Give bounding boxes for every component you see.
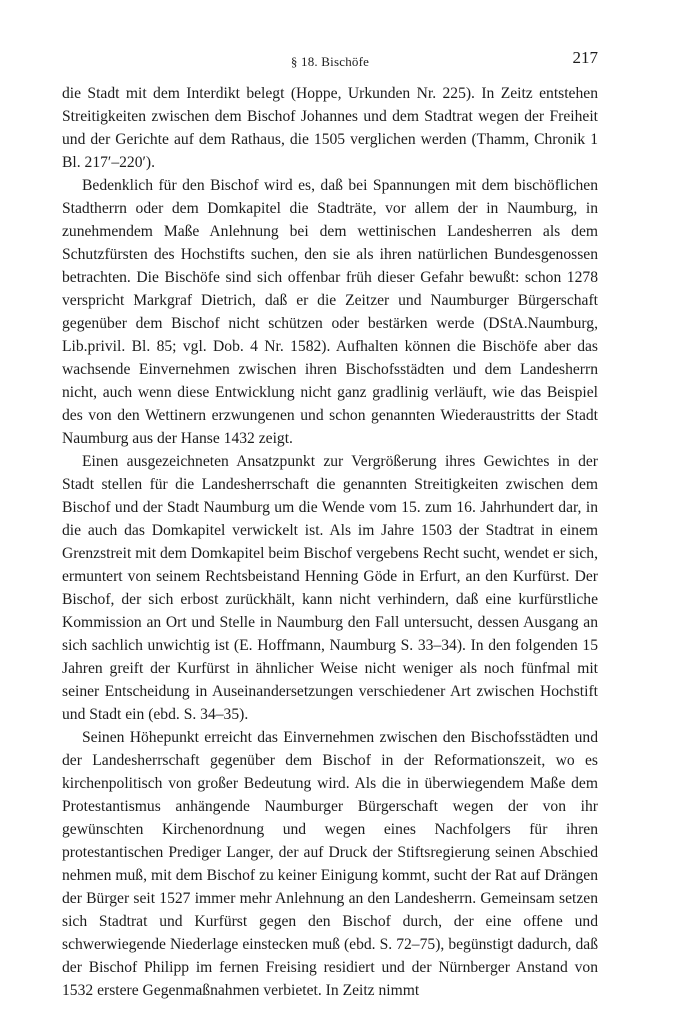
book-page [62, 48, 598, 1002]
page-header [62, 48, 598, 82]
paragraph: Seinen Höhepunkt erreicht das Einvernehmen zwischen den Bischofsstädten und der Landesherrschaft gegenüber dem Bischof in der Reformationszeit, wo es kirchenpolitisch von großer Bedeutung wird. Als die in überwiegendem Maße dem Protestantismus anhängende Naumburger Bürgerschaft wegen der von ihr gewünschten Kirchenordnung und wegen eines Nachfolgers für ihren protestantischen Prediger Langer, der auf Druck der Stiftsregierung seinen Abschied nehmen muß, mit dem Bischof zu keiner Einigung kommt, sucht der Rat auf Drängen der Bürger seit 1527 immer mehr Anlehnung an den Landesherrn. Gemeinsam setzen sich Stadtrat und Kurfürst gegen den Bischof durch, der eine offene und schwerwiegende Niederlage einstecken muß (ebd. S. 72–75), begünstigt dadurch, daß der Bischof Philipp im fernen Freising residiert und der Nürnberger Anstand von 1532 erstere Gegenmaßnahmen verbietet. In Zeitz nimmt [62, 729, 598, 999]
paragraph: die Stadt mit dem Interdikt belegt (Hoppe, Urkunden Nr. 225). In Zeitz entstehen Streitigkeiten zwischen dem Bischof Johannes und dem Stadtrat wegen der Freiheit und der Gerichte auf dem Rathaus, die 1505 verglichen werden (Thamm, Chronik 1 Bl. 217′–220′). [62, 85, 598, 171]
paragraph: Einen ausgezeichneten Ansatzpunkt zur Vergrößerung ihres Gewichtes in der Stadt stellen für die Landesherrschaft die genannten Streitigkeiten zwischen dem Bischof und der Stadt Naumburg um die Wende vom 15. zum 16. Jahrhundert dar, in die auch das Domkapitel verwickelt ist. Als im Jahre 1503 der Stadtrat in einem Grenzstreit mit dem Domkapitel beim Bischof vergebens Recht sucht, wendet er sich, ermuntert von seinem Rechtsbeistand Henning Göde in Erfurt, an den Kurfürst. Der Bischof, der sich erbost zurückhält, kann nicht verhindern, daß eine kurfürstliche Kommission an Ort und Stelle in Naumburg den Fall untersucht, dessen Ausgang an sich sachlich unwichtig ist (E. Hoffmann, Naumburg S. 33–34). In den folgenden 15 Jahren greift der Kurfürst in ähnlicher Weise nicht weniger als noch fünfmal mit seiner Entscheidung in Auseinandersetzungen verschiedener Art zwischen Hochstift und Stadt ein (ebd. S. 34–35). [62, 453, 598, 723]
body-text [62, 82, 598, 1002]
page-number: 217 [572, 48, 598, 67]
paragraph: Bedenklich für den Bischof wird es, daß bei Spannungen mit dem bischöflichen Stadtherrn oder dem Domkapitel die Stadträte, vor allem der in Naumburg, in zunehmendem Maße Anlehnung bei dem wettinischen Landesherren als dem Schutzfürsten des Hochstifts suchen, den sie als ihren natürlichen Bundesgenossen betrachten. Die Bischöfe sind sich offenbar früh dieser Gefahr bewußt: schon 1278 verspricht Markgraf Dietrich, daß er die Zeitzer und Naumburger Bürgerschaft gegenüber dem Bischof nicht schützen oder bestärken werde (DStA.Naumburg, Lib.privil. Bl. 85; vgl. Dob. 4 Nr. 1582). Aufhalten können die Bischöfe aber das wachsende Einvernehmen zwischen ihren Bischofsstädten und dem Landesherrn nicht, auch wenn diese Entwicklung nicht ganz gradlinig verläuft, wie das Beispiel des von den Wettinern erzwungenen und schon genannten Wiederaustritts der Stadt Naumburg aus der Hanse 1432 zeigt. [62, 177, 598, 447]
running-head: § 18. Bischöfe [290, 54, 370, 69]
